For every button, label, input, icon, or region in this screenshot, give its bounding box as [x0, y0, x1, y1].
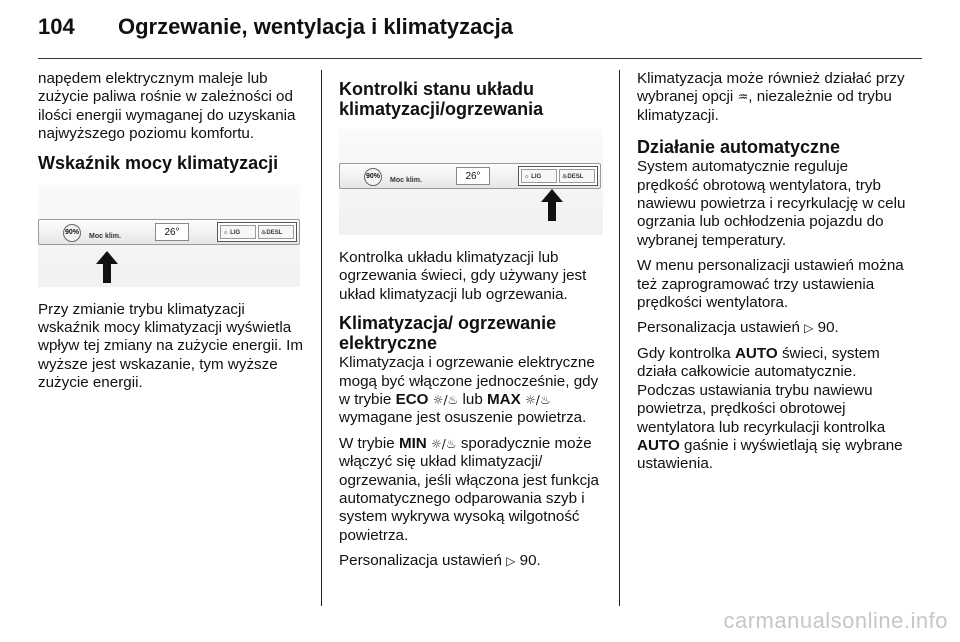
- section-heading-electric-ac: Klimatyzacja/ ogrzewanie elektryczne: [339, 313, 557, 354]
- climate-display-panel: [38, 219, 300, 245]
- column-divider-1: [321, 70, 322, 606]
- mode-buttons: [518, 166, 598, 186]
- fan-heat-icon: ☼/♨: [432, 393, 459, 408]
- climate-display-figure-1: [38, 185, 300, 287]
- intro-paragraph: napędem elektrycznym maleje lub zużycie paliwa rośnie w zależności od ilości energii wymaganej do uzyskania najwyższego poziomu komfortu.: [38, 70, 296, 143]
- page-reference-icon: ▷: [804, 321, 814, 336]
- heater-off-indicator: ♨DESL: [258, 225, 294, 239]
- sun-icon: ☼: [524, 174, 532, 180]
- personalization-reference: Personalizacja ustawień ▷ 90.: [339, 552, 541, 570]
- heater-icon: ♨: [261, 229, 267, 236]
- column-3: [637, 70, 909, 481]
- temperature-readout: 26°: [155, 223, 189, 241]
- chapter-title: Ogrzewanie, wentylacja i klimatyzacja: [118, 14, 513, 39]
- column-1: [38, 70, 308, 400]
- climate-display-figure-2: [339, 129, 603, 235]
- eco-mode-label: ECO: [395, 391, 429, 409]
- page-header: [38, 14, 922, 54]
- max-mode-label: MAX: [487, 391, 521, 409]
- column-2: [339, 70, 607, 578]
- power-label: Moc klim.: [89, 232, 121, 240]
- automatic-paragraph-2: W menu personalizacji ustawień można też zaprogramować trzy ustawienia prędkości wentylatora.: [637, 257, 904, 312]
- mode-buttons: [217, 222, 297, 242]
- pointer-arrow-icon: [541, 189, 563, 221]
- page-reference-icon: ▷: [506, 554, 516, 569]
- automatic-paragraph-1: System automatycznie reguluje prędkość obrotową wentylatora, tryb nawiewu powietrza i recyrkulację w celu ogrzania lub ochłodzenia pojazdu do wybranej temperatury.: [637, 158, 906, 249]
- climate-display-panel: [339, 163, 601, 189]
- section-heading-power-indicator: Wskaźnik mocy klimatyzacji: [38, 152, 279, 173]
- status-lights-paragraph: Kontrolka układu klimatyzacji lub ogrzewania świeci, gdy używany jest układ klimatyzacji lub ogrzewania.: [339, 249, 587, 303]
- fan-heat-icon: ☼/♨: [431, 436, 457, 451]
- pointer-arrow-icon: [96, 251, 118, 283]
- electric-ac-paragraph-2: W trybie MIN ☼/♨ sporadycznie może włączyć się układ klimatyzacji/ ogrzewania, jeśli włączona jest funkcja automatycznego odparowania szyb i system wykrywa wysoką wilgotność powietrza.: [339, 434, 600, 544]
- power-percent-gauge: 90%: [63, 224, 81, 242]
- fan-heat-icon: ☼/♨: [525, 393, 551, 408]
- power-indicator-paragraph: Przy zmianie trybu klimatyzacji wskaźnik mocy klimatyzacji wyświetla wpływ tej zmiany na zużycie energii. Im wyższe jest wskazanie, tym wyższe zużycie energii.: [38, 300, 304, 392]
- header-divider: [38, 58, 922, 59]
- defrost-paragraph: Klimatyzacja może również działać przy wybranej opcji ♒, niezależnie od trybu klimatyzacji.: [637, 70, 905, 124]
- automatic-paragraph-3: Gdy kontrolka AUTO świeci, system działa całkowicie automatycznie. Podczas ustawiania trybu nawiewu powietrza, prędkości obrotowej wentylatora lub recyrkulacji kontrolka AUTO gaśnie i wyświetlają się wybrane ustawienia.: [637, 344, 903, 473]
- auto-label: AUTO: [734, 344, 778, 362]
- section-heading-status-lights: Kontrolki stanu układu klimatyzacji/ogrzewania: [339, 79, 544, 119]
- heater-off-indicator: ♨DESL: [559, 169, 595, 183]
- sun-icon: ☼: [223, 229, 231, 236]
- windshield-defrost-icon: ♒: [737, 90, 749, 105]
- power-label: Moc klim.: [390, 177, 422, 184]
- power-percent-gauge: 90%: [364, 168, 382, 186]
- electric-ac-paragraph-1: Klimatyzacja i ogrzewanie elektryczne mogą być włączone jednocześnie, gdy w trybie ECO ☼/♨ lub MAX ☼/♨ wymagane jest osuszenie powietrza.: [339, 354, 599, 427]
- ac-on-indicator: ☼ LIG: [521, 169, 557, 183]
- min-mode-label: MIN: [398, 434, 427, 452]
- auto-label: AUTO: [637, 436, 680, 454]
- column-divider-2: [619, 70, 620, 606]
- ac-on-indicator: ☼ LIG: [220, 225, 256, 239]
- personalization-reference: Personalizacja ustawień ▷ 90.: [637, 319, 839, 337]
- page-number: 104: [38, 14, 75, 39]
- temperature-readout: 26°: [456, 167, 490, 185]
- section-heading-automatic: Działanie automatyczne: [637, 137, 841, 158]
- heater-icon: ♨: [562, 174, 568, 180]
- watermark: carmanualsonline.info: [723, 608, 948, 633]
